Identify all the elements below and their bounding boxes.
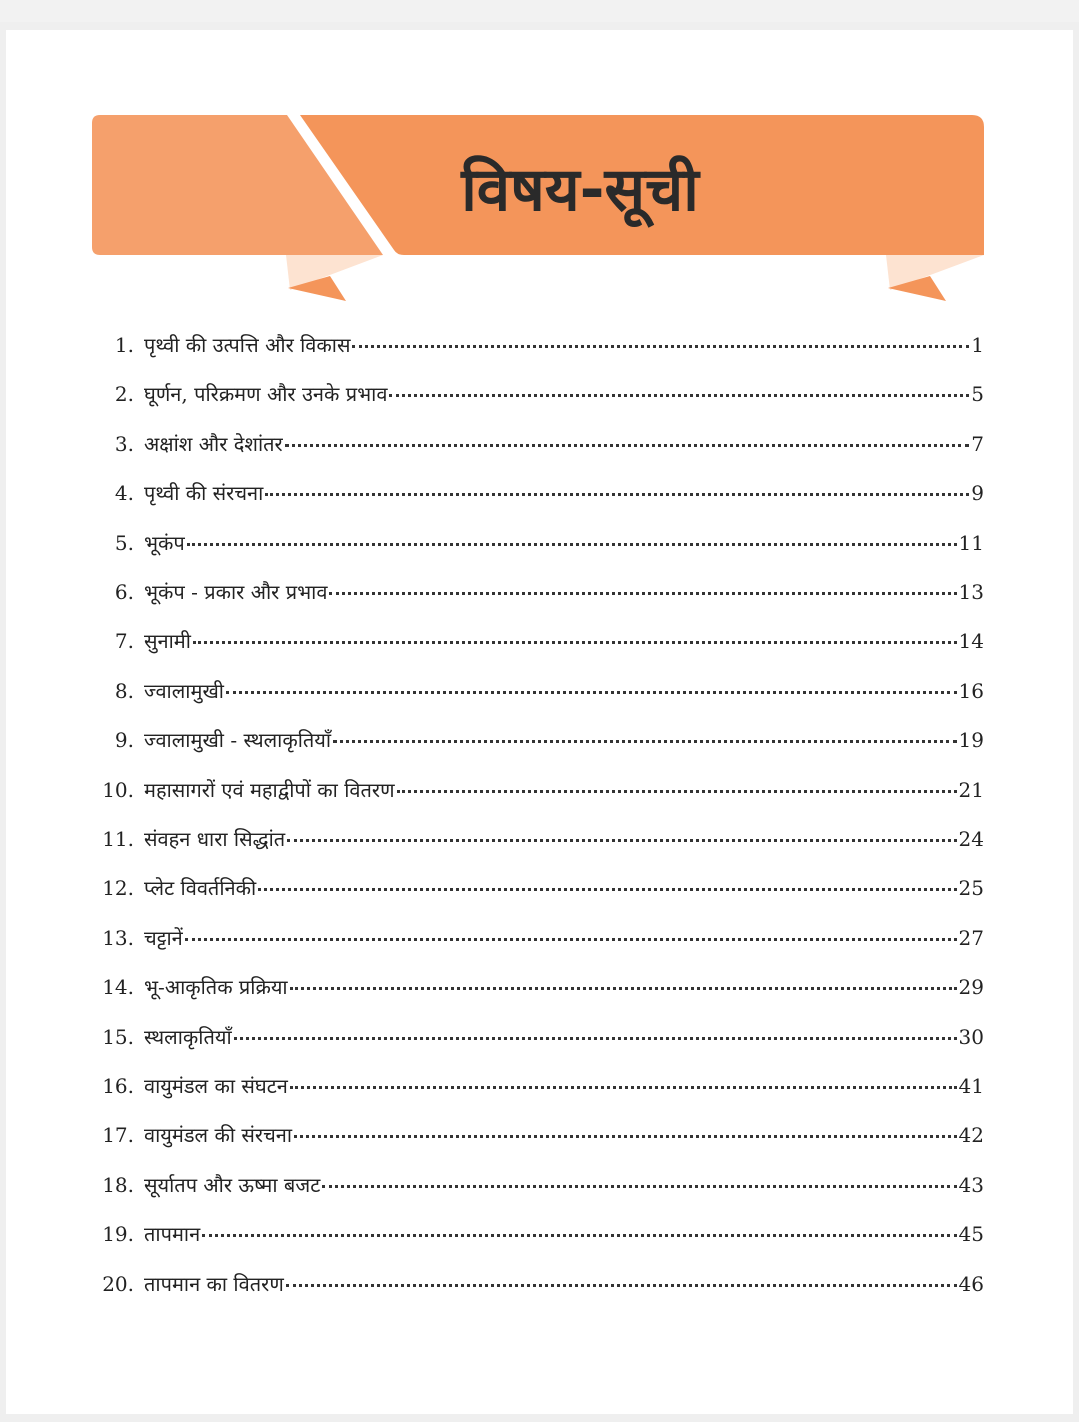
toc-entry[interactable] <box>0 379 1079 409</box>
toc-entry-title: सूर्यातप और ऊष्मा बजट <box>144 1172 321 1197</box>
dot-leader <box>187 543 957 546</box>
dot-leader <box>193 641 957 644</box>
toc-entry-line <box>144 528 984 558</box>
toc-entry-line <box>144 873 984 903</box>
toc-entry-number: 5. <box>114 530 134 555</box>
dot-leader <box>294 1135 956 1138</box>
toc-entry[interactable] <box>0 824 1079 854</box>
toc-entry-line <box>144 1269 984 1299</box>
toc-entry-number: 3. <box>114 431 134 456</box>
toc-entry-page-number: 30 <box>958 1024 984 1049</box>
toc-entry[interactable] <box>0 1022 1079 1052</box>
toc-entry-page-number: 13 <box>958 580 984 604</box>
toc-entry-title: वायुमंडल का संघटन <box>144 1074 288 1098</box>
toc-entry-line <box>144 1170 984 1200</box>
toc-entry-page-number: 19 <box>958 728 984 753</box>
toc-entry-page-number: 42 <box>958 1123 984 1148</box>
toc-entry-line <box>144 1022 984 1052</box>
toc-entry-title: भूकंप - प्रकार और प्रभाव <box>144 580 328 604</box>
toc-entry-line <box>144 1120 984 1150</box>
toc-entry[interactable] <box>0 923 1079 953</box>
toc-entry-title: सुनामी <box>144 629 191 654</box>
toc-entry-title: वायुमंडल की संरचना <box>144 1123 293 1148</box>
toc-entry-title: भूकंप <box>144 530 185 555</box>
dot-leader <box>234 1037 957 1040</box>
toc-entry[interactable] <box>0 1269 1079 1299</box>
toc-entry-number: 8. <box>114 678 134 703</box>
toc-entry-page-number: 11 <box>958 530 984 555</box>
toc-entry-line <box>144 478 984 508</box>
toc-entry[interactable] <box>0 577 1079 607</box>
dot-leader <box>333 740 956 743</box>
dot-leader <box>389 394 969 397</box>
toc-entry-line <box>144 775 984 805</box>
toc-entry-page-number: 7 <box>971 431 984 456</box>
toc-entry-number: 19. <box>102 1222 134 1247</box>
dot-leader <box>265 493 969 496</box>
toc-entry-title: घूर्णन, परिक्रमण और उनके प्रभाव <box>144 382 388 407</box>
toc-entry-title: चट्टानें <box>144 925 183 950</box>
toc-entry-line <box>144 923 984 953</box>
dot-leader <box>226 691 957 694</box>
toc-entry-number: 11. <box>102 827 134 851</box>
dot-leader <box>287 839 956 842</box>
toc-entry[interactable] <box>0 775 1079 805</box>
toc-entry-page-number: 43 <box>958 1172 984 1197</box>
toc-entry-page-number: 1 <box>971 333 984 357</box>
toc-entry-title: अक्षांश और देशांतर <box>144 431 283 456</box>
toc-entry-page-number: 25 <box>958 876 984 901</box>
toc-entry-line <box>144 676 984 706</box>
toc-entry-page-number: 29 <box>958 975 984 1000</box>
toc-entry-title: तापमान का वितरण <box>144 1271 284 1296</box>
toc-entry-page-number: 41 <box>958 1074 984 1098</box>
toc-entry-title: ज्वालामुखी <box>144 678 224 703</box>
toc-entry-title: तापमान <box>144 1222 201 1247</box>
toc-entry-page-number: 14 <box>958 629 984 654</box>
toc-entry-number: 20. <box>102 1271 134 1296</box>
toc-entry-number: 16. <box>102 1074 134 1098</box>
toc-entry[interactable] <box>0 429 1079 459</box>
toc-entry[interactable] <box>0 528 1079 558</box>
toc-entry-title: ज्वालामुखी - स्थलाकृतियाँ <box>144 728 332 753</box>
toc-entry[interactable] <box>0 330 1079 360</box>
toc-entry-page-number: 46 <box>958 1271 984 1296</box>
dot-leader <box>185 938 957 941</box>
toc-entry-number: 18. <box>102 1172 134 1197</box>
toc-entry[interactable] <box>0 478 1079 508</box>
dot-leader <box>329 592 956 595</box>
toc-entry-title: संवहन धारा सिद्धांत <box>144 827 286 851</box>
toc-entry-number: 15. <box>102 1024 134 1049</box>
toc-entry-line <box>144 1071 984 1101</box>
toc-entry-line <box>144 429 984 459</box>
toc-entry-page-number: 16 <box>958 678 984 703</box>
toc-entry-page-number: 27 <box>958 925 984 950</box>
toc-entry-line <box>144 379 984 409</box>
toc-entry[interactable] <box>0 972 1079 1002</box>
toc-entry-line <box>144 725 984 755</box>
page-title: विषय-सूची <box>461 155 699 225</box>
toc-entry-page-number: 9 <box>971 481 984 506</box>
toc-entry-number: 7. <box>114 629 134 654</box>
toc-entry-number: 4. <box>114 481 134 506</box>
toc-entry-title: पृथ्वी की उत्पत्ति और विकास <box>144 333 351 357</box>
toc-entry-line <box>144 626 984 656</box>
dot-leader <box>258 888 956 891</box>
dot-leader <box>352 345 969 348</box>
toc-entry-number: 12. <box>102 876 134 901</box>
toc-entry-number: 2. <box>114 382 134 407</box>
toc-entry[interactable] <box>0 1170 1079 1200</box>
dot-leader <box>286 1284 957 1287</box>
toc-entry-number: 13. <box>102 925 134 950</box>
toc-entry-title: महासागरों एवं महाद्वीपों का वितरण <box>144 777 395 802</box>
toc-entry-page-number: 5 <box>971 382 984 407</box>
dot-leader <box>290 987 957 990</box>
toc-entry-page-number: 24 <box>958 827 984 851</box>
toc-entry-number: 17. <box>102 1123 134 1148</box>
dot-leader <box>397 790 957 793</box>
toc-entry-title: भू-आकृतिक प्रक्रिया <box>144 975 288 1000</box>
toc-entry-line <box>144 577 984 607</box>
toc-entry-number: 10. <box>102 777 134 802</box>
toc-entry-line <box>144 1219 984 1249</box>
toc-entry-title: स्थलाकृतियाँ <box>144 1024 232 1049</box>
toc-entry[interactable] <box>0 626 1079 656</box>
toc-entry-page-number: 45 <box>958 1222 984 1247</box>
toc-entry-title: प्लेट विवर्तनिकी <box>144 876 257 901</box>
toc-entry-number: 14. <box>102 975 134 1000</box>
toc-entry[interactable] <box>0 676 1079 706</box>
toc-entry-line <box>144 972 984 1002</box>
toc-entry-number: 9. <box>114 728 134 753</box>
dot-leader <box>285 444 970 447</box>
toc-entry[interactable] <box>0 1219 1079 1249</box>
toc-entry-line <box>144 330 984 360</box>
dot-leader <box>202 1234 956 1237</box>
toc-entry[interactable] <box>0 1120 1079 1150</box>
toc-entry-number: 1. <box>114 333 134 357</box>
toc-entry-title: पृथ्वी की संरचना <box>144 481 264 506</box>
dot-leader <box>290 1086 957 1089</box>
toc-entry-page-number: 21 <box>958 777 984 802</box>
toc-entry-number: 6. <box>114 580 134 604</box>
toc-entry[interactable] <box>0 873 1079 903</box>
toc-entry[interactable] <box>0 725 1079 755</box>
toc-entry-line <box>144 824 984 854</box>
dot-leader <box>322 1185 956 1188</box>
toc-entry[interactable] <box>0 1071 1079 1101</box>
